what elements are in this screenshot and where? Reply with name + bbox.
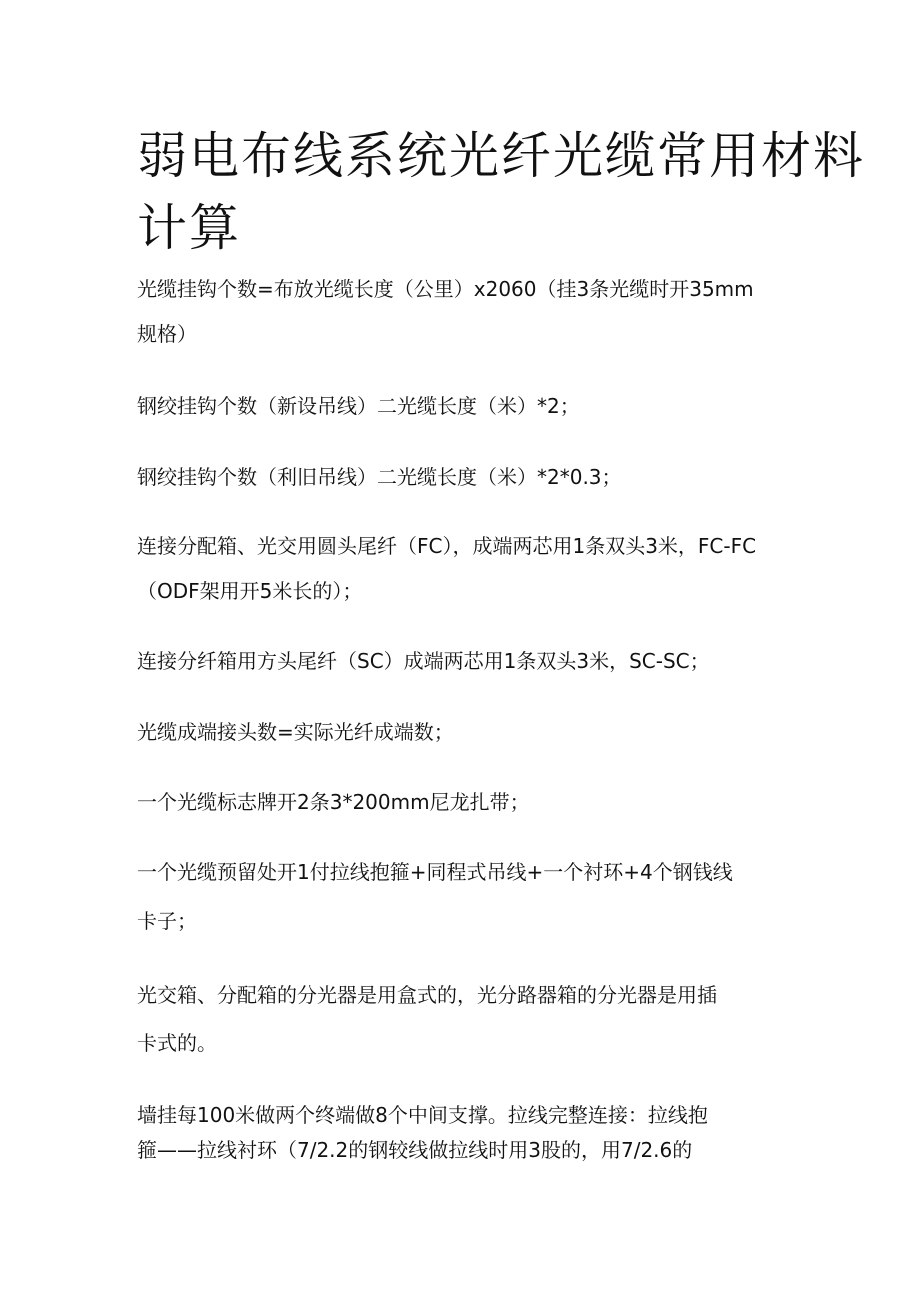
paragraph-line: 钢绞挂钩个数（利旧吊线）二光缆长度（米）*2*0.3； xyxy=(137,465,622,489)
paragraph-line: 规格） xyxy=(137,322,197,346)
paragraph-line: 一个光缆标志牌开2条3*200mm尼龙扎带； xyxy=(137,790,530,814)
paragraph-line: 光缆成端接头数=实际光纤成端数； xyxy=(137,720,454,744)
paragraph-line: 连接分纤箱用方头尾纤（SC）成端两芯用1条双头3米，SC-SC； xyxy=(137,649,710,673)
document-title-line-2: 计算 xyxy=(137,199,241,257)
paragraph-line: 连接分配箱、光交用圆头尾纤（FC），成端两芯用1条双头3米，FC-FC xyxy=(137,534,757,558)
paragraph-line: 箍——拉线衬环（7/2.2的钢较线做拉线时用3股的，用7/2.6的 xyxy=(137,1138,693,1162)
paragraph-line: 光交箱、分配箱的分光器是用盒式的，光分路器箱的分光器是用插 xyxy=(137,983,717,1007)
document-title-line-1: 弱电布线系统光纤光缆常用材料 xyxy=(137,127,865,185)
paragraph-line: 钢绞挂钩个数（新设吊线）二光缆长度（米）*2； xyxy=(137,394,580,418)
paragraph-line: 卡式的。 xyxy=(137,1031,217,1055)
paragraph-line: （ODF架用开5米长的）； xyxy=(137,579,363,603)
paragraph-line: 一个光缆预留处开1付拉线抱箍+同程式吊线+一个衬环+4个钢钱线 xyxy=(137,860,733,884)
paragraph-line: 墙挂每100米做两个终端做8个中间支撑。拉线完整连接：拉线抱 xyxy=(137,1103,708,1127)
paragraph-line: 光缆挂钩个数=布放光缆长度（公里）x2060（挂3条光缆时开35mm xyxy=(137,277,754,301)
paragraph-line: 卡子； xyxy=(137,909,197,933)
